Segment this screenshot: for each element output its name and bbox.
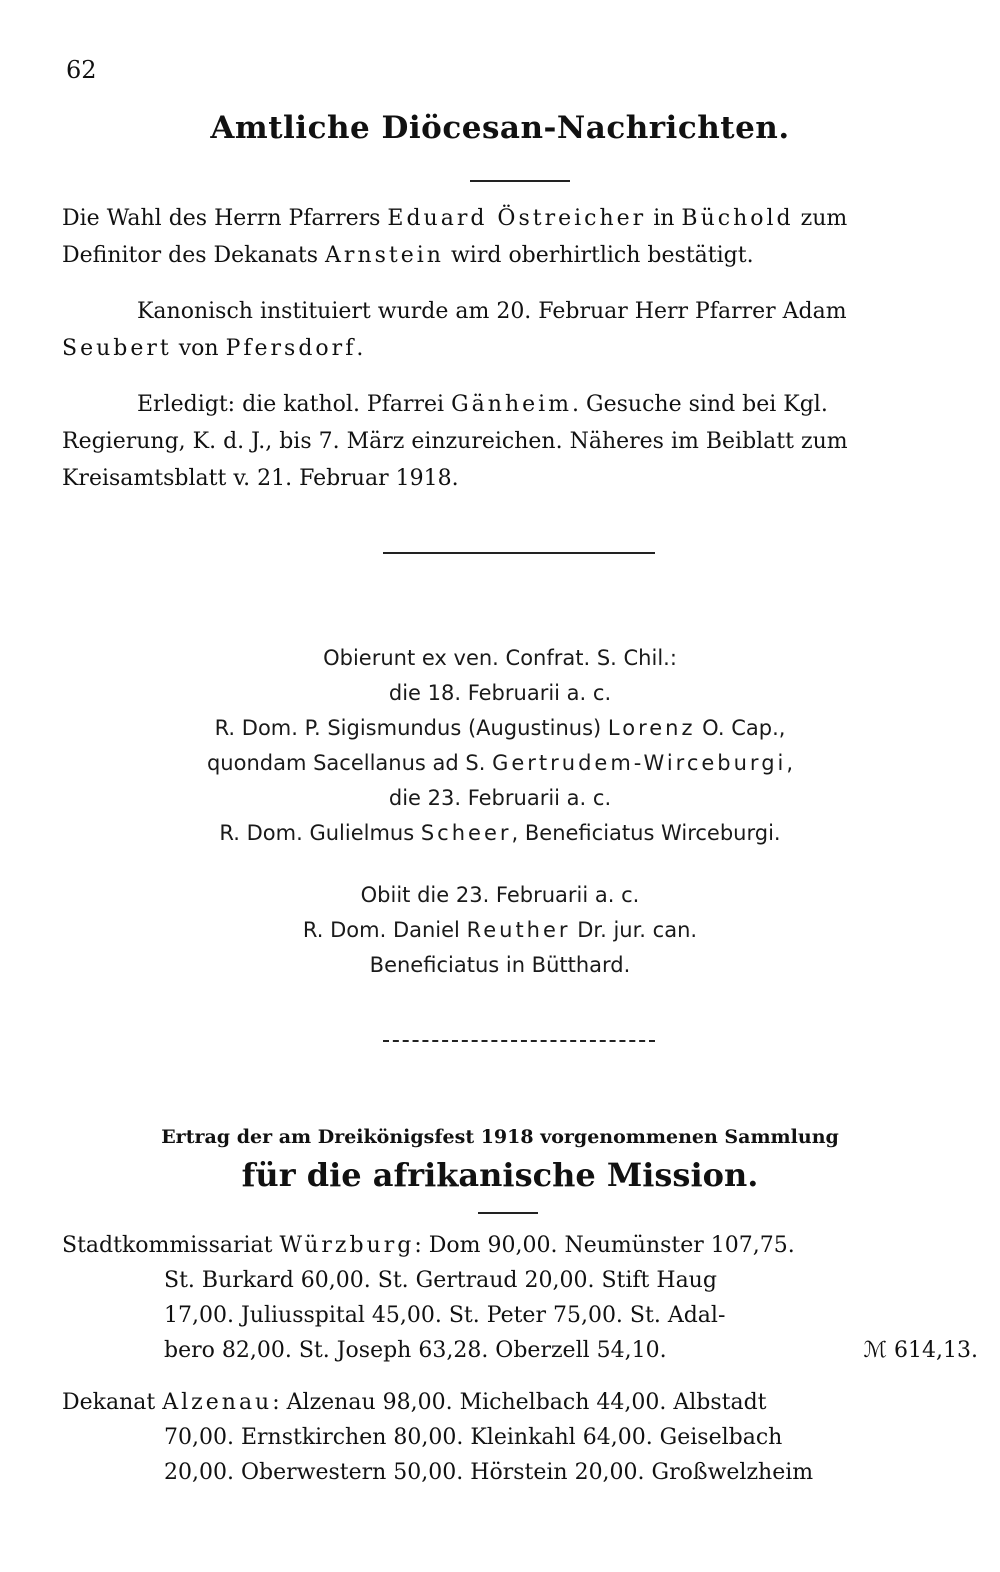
- notice-line: Erledigt: die kathol. Pfarrei Gänheim. Gesuche sind bei Kgl.: [137, 392, 828, 417]
- short-divider: [478, 1212, 538, 1214]
- obituary-date: die 23. Februarii a. c.: [388, 786, 612, 810]
- obituary-name: R. Dom. P. Sigismundus (Augustinus) Lorenz O. Cap.,: [214, 716, 786, 740]
- collection-line: Stadtkommissariat Würzburg: Dom 90,00. Neumünster 107,75.: [62, 1233, 795, 1258]
- collection-line: 70,00. Ernstkirchen 80,00. Kleinkahl 64,00. Geiselbach: [164, 1425, 783, 1450]
- collection-heading-line1: Ertrag der am Dreikönigsfest 1918 vorgenommenen Sammlung: [161, 1126, 839, 1148]
- collection-line: bero 82,00. St. Joseph 63,28. Oberzell 54,10. ℳ 614,13.: [62, 1333, 978, 1368]
- notice-line: Kreisamtsblatt v. 21. Februar 1918.: [62, 466, 459, 491]
- collection-entry: [62, 1228, 978, 1368]
- notice-paragraph: [62, 293, 978, 367]
- obituary-date: die 18. Februarii a. c.: [388, 681, 612, 705]
- obiit-detail: Beneficiatus in Bütthard.: [369, 953, 631, 977]
- obiit-block: [0, 878, 1000, 983]
- obiit-name: R. Dom. Daniel Reuther Dr. jur. can.: [302, 918, 698, 942]
- page-number: 62: [66, 56, 97, 84]
- collection-line: Dekanat Alzenau: Alzenau 98,00. Michelbach 44,00. Albstadt: [62, 1390, 767, 1415]
- section-divider: [383, 552, 655, 554]
- collection-heading-line2: für die afrikanische Mission.: [241, 1156, 759, 1194]
- notice-line: Seubert von Pfersdorf.: [62, 336, 364, 361]
- section-title: Amtliche Diöcesan-Nachrichten.: [210, 110, 790, 146]
- obiit-date: Obiit die 23. Februarii a. c.: [360, 883, 640, 907]
- notice-line: Definitor des Dekanats Arnstein wird oberhirtlich bestätigt.: [62, 243, 754, 268]
- notice-paragraph: [62, 386, 978, 497]
- collection-entry: [62, 1385, 978, 1490]
- collection-line: St. Burkard 60,00. St. Gertraud 20,00. Stift Haug: [164, 1268, 717, 1293]
- obituary-heading: Obierunt ex ven. Confrat. S. Chil.:: [323, 646, 677, 670]
- notice-line: Die Wahl des Herrn Pfarrers Eduard Östreicher in Büchold zum: [62, 206, 848, 231]
- notice-line: Kanonisch instituiert wurde am 20. Februar Herr Pfarrer Adam: [137, 299, 847, 324]
- notice-paragraph: [62, 200, 978, 274]
- obituary-detail: quondam Sacellanus ad S. Gertrudem-Wirceburgi,: [206, 751, 794, 775]
- collection-line: 20,00. Oberwestern 50,00. Hörstein 20,00. Großwelzheim: [164, 1460, 814, 1485]
- collection-total: ℳ 614,13.: [863, 1338, 978, 1363]
- obituary-block: [0, 641, 1000, 851]
- notice-line: Regierung, K. d. J., bis 7. März einzureichen. Näheres im Beiblatt zum: [62, 429, 848, 454]
- collection-line: 17,00. Juliusspital 45,00. St. Peter 75,00. St. Adal-: [164, 1303, 726, 1328]
- obituary-name: R. Dom. Gulielmus Scheer, Beneficiatus Wirceburgi.: [219, 821, 781, 845]
- short-divider: [470, 180, 570, 182]
- section-divider: [383, 1040, 655, 1042]
